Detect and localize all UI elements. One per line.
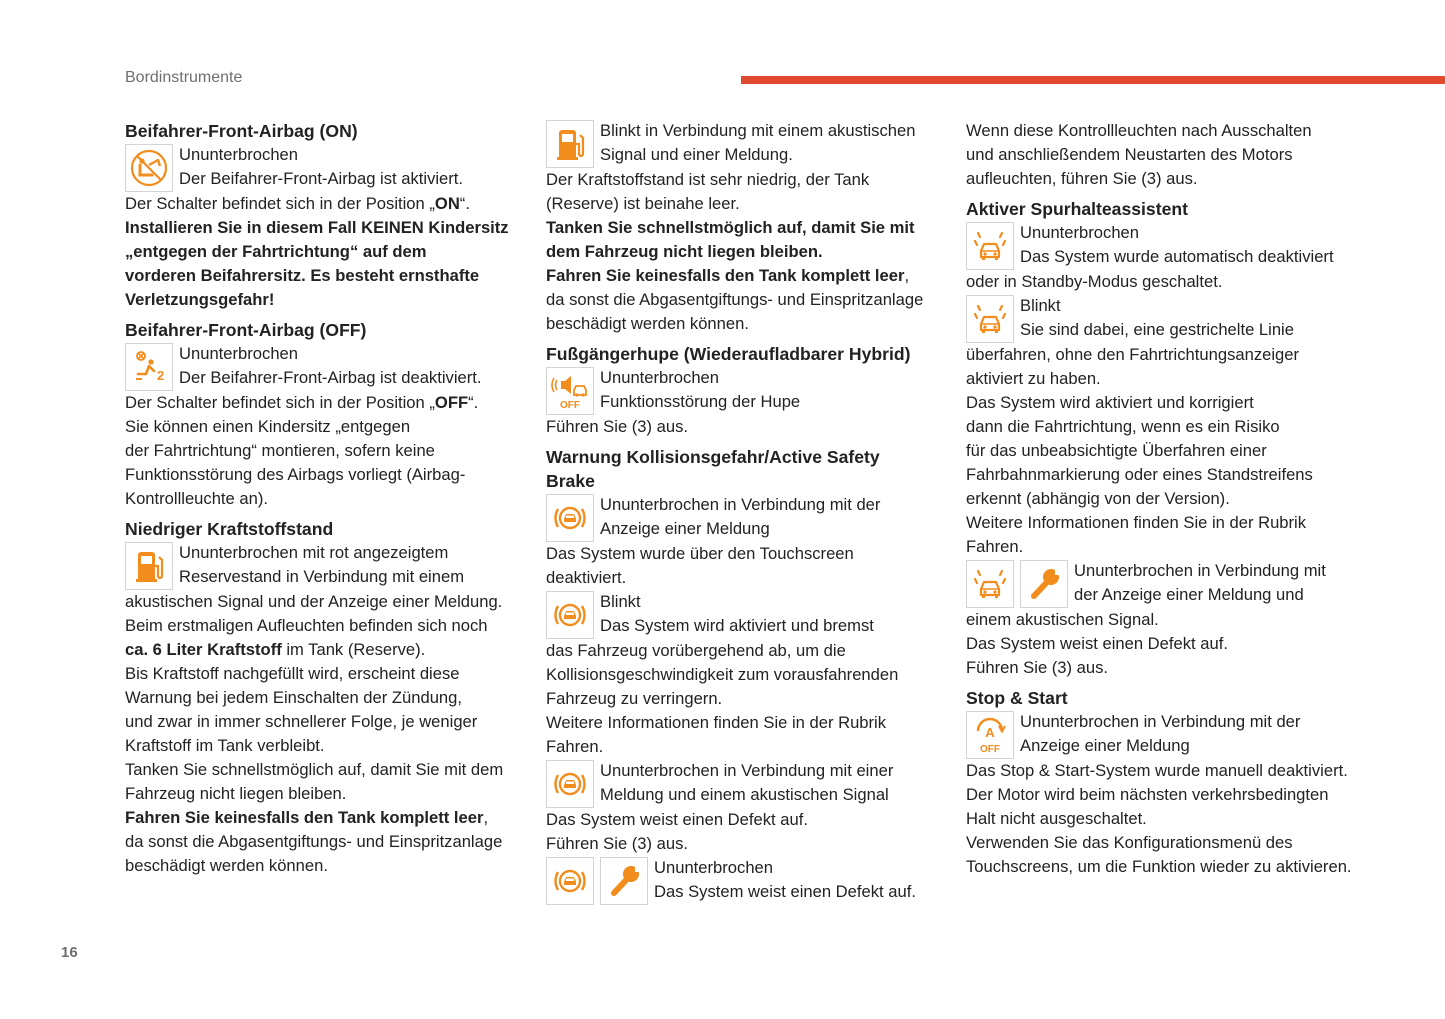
heading-line: Brake (546, 471, 595, 491)
position-off-label: OFF (434, 393, 469, 412)
text-line: Ununterbrochen in Verbindung mit der (600, 495, 881, 514)
text-line: Das Stop & Start-System wurde manuell deaktiviert. (966, 761, 1348, 780)
heading-collision-warning (546, 445, 946, 493)
text-line: Ununterbrochen in Verbindung mit (1074, 561, 1326, 580)
airbag-on-icon (125, 144, 173, 192)
text-line: beschädigt werden können. (546, 314, 749, 333)
warning-line: „entgegen der Fahrtrichtung“ auf dem (125, 242, 427, 261)
collision-brake-icon (546, 591, 594, 639)
fuel-pump-icon (546, 120, 594, 168)
text-line: der Fahrtrichtung“ montieren, sofern keine (125, 441, 435, 460)
collision-brake-icon (546, 494, 594, 542)
text-line: Funktionsstörung der Hupe (600, 392, 801, 411)
warning-line: dem Fahrzeug nicht liegen bleiben. (546, 242, 823, 261)
text-line: aktiviert zu haben. (966, 369, 1101, 388)
airbag-on-icon-row (125, 143, 525, 192)
text-line: Anzeige einer Meldung (600, 519, 770, 538)
text-line (125, 192, 525, 216)
text-line: Touchscreens, um die Funktion wieder zu aktivieren. (966, 857, 1352, 876)
text-segment: , (904, 266, 910, 285)
low-fuel-icon-row (125, 541, 525, 590)
column-1 (125, 119, 525, 878)
text-line: Kollisionsgeschwindigkeit zum vorausfahrenden (546, 665, 899, 684)
text-line: Das System weist einen Defekt auf. (546, 810, 808, 829)
text-line: Führen Sie (3) aus. (966, 658, 1109, 677)
svg-text:2: 2 (157, 368, 165, 383)
text-line: Ununterbrochen in Verbindung mit der (1020, 712, 1301, 731)
lane-icon-row (966, 294, 1386, 343)
heading-low-fuel: Niedriger Kraftstoffstand (125, 519, 334, 539)
text-line: das Fahrzeug vorübergehend ab, um die (546, 641, 846, 660)
text-line (125, 806, 525, 830)
text-line: Ununterbrochen mit rot angezeigtem (179, 543, 449, 562)
off-icon-label: OFF (560, 400, 580, 411)
collision-icon-row (546, 590, 946, 639)
text-line: Der Kraftstoffstand ist sehr niedrig, der Tank (546, 170, 870, 189)
text-line: Wenn diese Kontrollleuchten nach Ausschalten (966, 121, 1312, 140)
text-line: Blinkt (1020, 296, 1061, 315)
reserve-amount: ca. 6 Liter Kraftstoff (125, 640, 282, 659)
text-line: aufleuchten, führen Sie (3) aus. (966, 169, 1198, 188)
position-on-label: ON (434, 194, 460, 213)
text-line: Fahren. (546, 737, 604, 756)
wrench-icon (600, 857, 648, 905)
warning-line: Installieren Sie in diesem Fall KEINEN Kindersitz (125, 218, 509, 237)
heading-pedestrian-horn: Fußgängerhupe (Wiederaufladbarer Hybrid) (546, 344, 911, 364)
text-line: Anzeige einer Meldung (1020, 736, 1190, 755)
text-line: überfahren, ohne den Fahrtrichtungsanzeiger (966, 345, 1300, 364)
text-line: Das System weist einen Defekt auf. (966, 634, 1228, 653)
auto-icon-letter: A (985, 725, 995, 740)
text-line: Das System weist einen Defekt auf. (654, 882, 916, 901)
text-line: Das System wurde automatisch deaktiviert (1020, 247, 1334, 266)
text-line: erkennt (abhängig von der Version). (966, 489, 1230, 508)
horn-icon-row (546, 366, 946, 415)
text-line: Blinkt in Verbindung mit einem akustischen (600, 121, 916, 140)
text-line: (Reserve) ist beinahe leer. (546, 194, 740, 213)
text-line: oder in Standby-Modus geschaltet. (966, 272, 1223, 291)
warning-line: vorderen Beifahrersitz. Es besteht ernsthafte (125, 266, 480, 285)
heading-lane-assist: Aktiver Spurhalteassistent (966, 199, 1188, 219)
collision-fault-icon-row (546, 856, 946, 905)
heading-line: Warnung Kollisionsgefahr/Active Safety (546, 447, 880, 467)
text-line: Bis Kraftstoff nachgefüllt wird, erscheint diese (125, 664, 460, 683)
text-line: Ununterbrochen (179, 145, 299, 164)
text-line: Fahren. (966, 537, 1024, 556)
airbag-off-icon-row (125, 342, 525, 391)
column-2 (546, 119, 946, 905)
text-line: Ununterbrochen (179, 344, 299, 363)
text-line: Funktionsstörung des Airbags vorliegt (Airbag- (125, 465, 466, 484)
stop-start-icon-row (966, 710, 1386, 759)
text-line: Der Motor wird beim nächsten verkehrsbedingten (966, 785, 1329, 804)
text-line: der Anzeige einer Meldung und (1074, 585, 1304, 604)
warning-segment: Fahren Sie keinesfalls den Tank komplett leer (125, 808, 484, 827)
collision-brake-icon (546, 857, 594, 905)
header-title: Bordinstrumente (125, 69, 243, 86)
text-line: und zwar in immer schnellerer Folge, je weniger (125, 712, 478, 731)
collision-icon-row (546, 493, 946, 542)
text-line: Der Beifahrer-Front-Airbag ist aktiviert. (179, 169, 464, 188)
text-line: Kontrollleuchte an). (125, 489, 268, 508)
warning-line: Verletzungsgefahr! (125, 290, 275, 309)
lane-assist-icon (966, 222, 1014, 270)
lane-icon-row (966, 221, 1386, 270)
text-line: Halt nicht ausgeschaltet. (966, 809, 1147, 828)
warning-line: Tanken Sie schnellstmöglich auf, damit Sie mit (546, 218, 915, 237)
airbag-off-icon (125, 343, 173, 391)
text-line: da sonst die Abgasentgiftungs- und Einspritzanlage (546, 290, 924, 309)
fuel-blink-icon-row (546, 119, 946, 168)
text-line: Der Beifahrer-Front-Airbag ist deaktiviert. (179, 368, 482, 387)
pedestrian-horn-off-icon (546, 367, 594, 415)
text-line: Meldung und einem akustischen Signal (600, 785, 889, 804)
lane-fault-icon-row (966, 559, 1386, 608)
warning-segment: Fahren Sie keinesfalls den Tank komplett leer (546, 266, 905, 285)
wrench-icon (1020, 560, 1068, 608)
text-line: Ununterbrochen (600, 368, 720, 387)
text-line: Das System wird aktiviert und korrigiert (966, 393, 1254, 412)
text-segment: , (483, 808, 489, 827)
text-line: Beim erstmaligen Aufleuchten befinden sich noch (125, 616, 488, 635)
text-line: da sonst die Abgasentgiftungs- und Einspritzanlage (125, 832, 503, 851)
text-line: Kraftstoff im Tank verbleibt. (125, 736, 325, 755)
text-line: Verwenden Sie das Konfigurationsmenü des (966, 833, 1293, 852)
header-accent-bar (741, 76, 1445, 84)
text-line: dann die Fahrtrichtung, wenn es ein Risiko (966, 417, 1280, 436)
collision-icon-row (546, 759, 946, 808)
text-line: und anschließendem Neustarten des Motors (966, 145, 1293, 164)
fuel-pump-icon (125, 542, 173, 590)
text-segment: “. (468, 393, 479, 412)
text-line (546, 264, 946, 288)
heading-airbag-on: Beifahrer-Front-Airbag (ON) (125, 121, 358, 141)
text-line: Weitere Informationen finden Sie in der Rubrik (546, 713, 887, 732)
text-line: Weitere Informationen finden Sie in der Rubrik (966, 513, 1307, 532)
lane-assist-icon (966, 295, 1014, 343)
lane-assist-icon (966, 560, 1014, 608)
text-line: akustischen Signal und der Anzeige einer Meldung. (125, 592, 503, 611)
text-line: Ununterbrochen (1020, 223, 1140, 242)
text-line: Signal und einer Meldung. (600, 145, 793, 164)
text-line: Warnung bei jedem Einschalten der Zündung, (125, 688, 462, 707)
text-line: Ununterbrochen (654, 858, 774, 877)
text-line: Sie können einen Kindersitz „entgegen (125, 417, 411, 436)
heading-airbag-off: Beifahrer-Front-Airbag (OFF) (125, 320, 367, 340)
column-3 (966, 119, 1386, 879)
text-line: Fahrbahnmarkierung oder eines Standstreifens (966, 465, 1313, 484)
text-line: Blinkt (600, 592, 641, 611)
text-line: Fahrzeug zu verringern. (546, 689, 723, 708)
text-line (125, 391, 525, 415)
text-segment: Der Schalter befindet sich in der Position „ (125, 393, 435, 412)
text-segment: Der Schalter befindet sich in der Position „ (125, 194, 435, 213)
stop-start-off-icon (966, 711, 1014, 759)
collision-brake-icon (546, 760, 594, 808)
text-line: Das System wurde über den Touchscreen (546, 544, 854, 563)
text-line: beschädigt werden können. (125, 856, 328, 875)
text-line: Tanken Sie schnellstmöglich auf, damit Sie mit dem (125, 760, 504, 779)
off-icon-label: OFF (980, 744, 1000, 755)
text-line: deaktiviert. (546, 568, 627, 587)
text-line: Fahrzeug nicht liegen bleiben. (125, 784, 347, 803)
text-line: Das System wird aktiviert und bremst (600, 616, 874, 635)
page-number: 16 (61, 944, 78, 961)
text-line: Führen Sie (3) aus. (546, 834, 689, 853)
text-segment: “. (459, 194, 470, 213)
text-line: Führen Sie (3) aus. (546, 417, 689, 436)
text-line: Reservestand in Verbindung mit einem (179, 567, 465, 586)
text-line: Ununterbrochen in Verbindung mit einer (600, 761, 894, 780)
text-line: einem akustischen Signal. (966, 610, 1159, 629)
text-segment: im Tank (Reserve). (281, 640, 426, 659)
text-line: für das unbeabsichtigte Überfahren einer (966, 441, 1267, 460)
text-line (125, 638, 525, 662)
text-line: Sie sind dabei, eine gestrichelte Linie (1020, 320, 1294, 339)
heading-stop-start: Stop & Start (966, 688, 1068, 708)
